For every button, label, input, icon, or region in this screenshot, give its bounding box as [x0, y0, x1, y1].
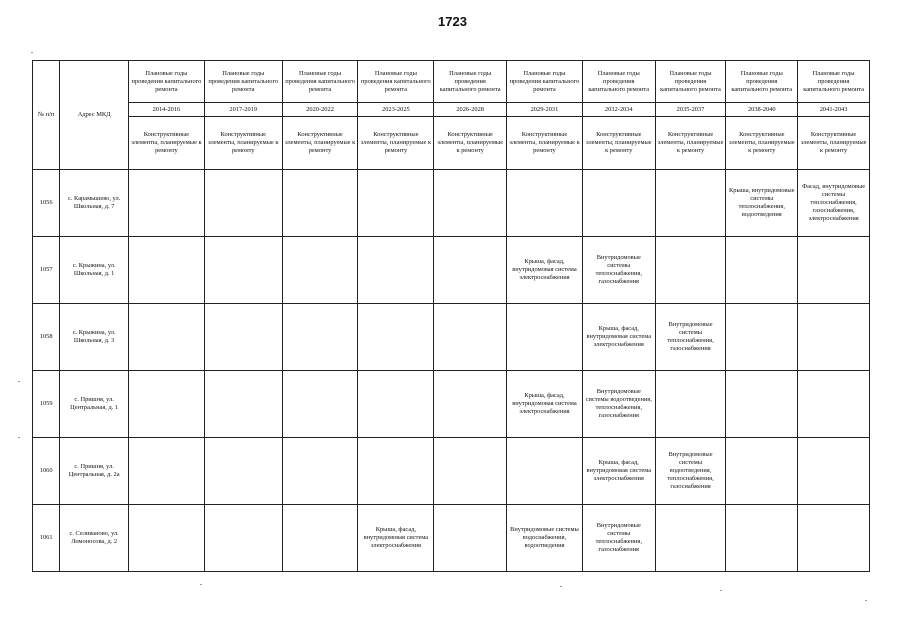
- work-cell: [282, 170, 358, 237]
- work-cell: [655, 170, 726, 237]
- scan-speck: [560, 586, 562, 587]
- period-years-header: 2023-2025: [358, 103, 434, 117]
- work-cell: [507, 438, 583, 505]
- work-cell: [204, 304, 282, 371]
- work-cell: Внутридомовые системы водоотведения, теплоснабжения, газоснабжения: [655, 438, 726, 505]
- period-elements-header: Конструктивные элементы, планируемые к ремонту: [204, 117, 282, 170]
- period-title-header: Плановые годы проведения капитального ремонта: [582, 61, 655, 103]
- address-column-header: Адрес МКД: [60, 61, 129, 170]
- work-cell: [798, 371, 870, 438]
- period-years-header: 2041-2043: [798, 103, 870, 117]
- row-address: с. Пришня, ул. Центральная, д. 1: [60, 371, 129, 438]
- work-cell: [434, 438, 507, 505]
- header-row-elements: [33, 117, 870, 170]
- work-cell: [358, 371, 434, 438]
- work-cell: [798, 438, 870, 505]
- period-years-header: 2032-2034: [582, 103, 655, 117]
- work-cell: [204, 371, 282, 438]
- row-address: с. Крыжина, ул. Школьная, д. 3: [60, 304, 129, 371]
- period-years-header: 2026-2028: [434, 103, 507, 117]
- work-cell: [726, 505, 798, 572]
- period-title-header: Плановые годы проведения капитального ремонта: [129, 61, 205, 103]
- work-cell: [434, 371, 507, 438]
- period-years-header: 2038-2040: [726, 103, 798, 117]
- work-cell: Крыша, фасад, внутридомовая система электроснабжения: [582, 304, 655, 371]
- work-cell: [655, 371, 726, 438]
- work-cell: [726, 371, 798, 438]
- page-number: 1723: [438, 14, 467, 29]
- work-cell: Внутридомовые системы водоотведения, теплоснабжения, газоснабжения: [582, 371, 655, 438]
- row-number: 1058: [33, 304, 60, 371]
- work-cell: Крыша, фасад, внутридомовая система электроснабжения: [358, 505, 434, 572]
- header-row-years: [33, 103, 870, 117]
- work-cell: [129, 170, 205, 237]
- period-years-header: 2029-2031: [507, 103, 583, 117]
- work-cell: [129, 237, 205, 304]
- period-elements-header: Конструктивные элементы, планируемые к ремонту: [434, 117, 507, 170]
- table-row: [33, 170, 870, 237]
- work-cell: Внутридомовые системы теплоснабжения, газоснабжения: [582, 505, 655, 572]
- work-cell: [798, 237, 870, 304]
- work-cell: [282, 237, 358, 304]
- work-cell: [129, 371, 205, 438]
- period-title-header: Плановые годы проведения капитального ремонта: [655, 61, 726, 103]
- period-elements-header: Конструктивные элементы, планируемые к ремонту: [282, 117, 358, 170]
- work-cell: [282, 438, 358, 505]
- row-number: 1061: [33, 505, 60, 572]
- work-cell: [204, 237, 282, 304]
- period-years-header: 2035-2037: [655, 103, 726, 117]
- work-cell: [358, 237, 434, 304]
- work-cell: [204, 170, 282, 237]
- period-elements-header: Конструктивные элементы, планируемые к ремонту: [582, 117, 655, 170]
- capital-repair-table: [32, 60, 870, 572]
- period-title-header: Плановые годы проведения капитального ремонта: [507, 61, 583, 103]
- work-cell: [358, 304, 434, 371]
- work-cell: [726, 304, 798, 371]
- table-row: [33, 438, 870, 505]
- scan-speck: [200, 584, 202, 585]
- row-address: с. Карамышево, ул. Школьная, д. 7: [60, 170, 129, 237]
- work-cell: [129, 438, 205, 505]
- work-cell: [507, 304, 583, 371]
- work-cell: Внутридомовые системы теплоснабжения, газоснабжения: [655, 304, 726, 371]
- table-row: [33, 505, 870, 572]
- scan-speck: [18, 437, 20, 438]
- work-cell: [358, 170, 434, 237]
- row-address: с. Крыжина, ул. Школьная, д. 1: [60, 237, 129, 304]
- work-cell: Внутридомовые системы водоснабжения, водоотведения: [507, 505, 583, 572]
- work-cell: [129, 505, 205, 572]
- work-cell: [726, 237, 798, 304]
- row-number: 1057: [33, 237, 60, 304]
- period-elements-header: Конструктивные элементы, планируемые к ремонту: [507, 117, 583, 170]
- work-cell: Внутридомовые системы теплоснабжения, газоснабжения: [582, 237, 655, 304]
- period-elements-header: Конструктивные элементы, планируемые к ремонту: [358, 117, 434, 170]
- table-header: [33, 61, 870, 170]
- scan-speck: [18, 381, 20, 382]
- row-number: 1059: [33, 371, 60, 438]
- work-cell: [282, 371, 358, 438]
- row-number: 1056: [33, 170, 60, 237]
- period-title-header: Плановые годы проведения капитального ремонта: [726, 61, 798, 103]
- period-years-header: 2020-2022: [282, 103, 358, 117]
- table-row: [33, 371, 870, 438]
- scan-speck: [31, 52, 33, 53]
- work-cell: [358, 438, 434, 505]
- work-cell: Крыша, фасад, внутридомовая система электроснабжения: [507, 371, 583, 438]
- work-cell: [434, 304, 507, 371]
- work-cell: [726, 438, 798, 505]
- row-number: 1060: [33, 438, 60, 505]
- work-cell: [655, 237, 726, 304]
- work-cell: [434, 170, 507, 237]
- period-elements-header: Конструктивные элементы, планируемые к ремонту: [129, 117, 205, 170]
- work-cell: [434, 505, 507, 572]
- scan-speck: [865, 600, 867, 601]
- work-cell: [204, 505, 282, 572]
- table-row: [33, 237, 870, 304]
- period-years-header: 2017-2019: [204, 103, 282, 117]
- header-row-periods: [33, 61, 870, 103]
- work-cell: [282, 304, 358, 371]
- period-title-header: Плановые годы проведения капитального ремонта: [204, 61, 282, 103]
- work-cell: Крыша, внутридомовые системы теплоснабжения, водоотведения: [726, 170, 798, 237]
- row-address: с. Пришня, ул. Центральная, д. 2а: [60, 438, 129, 505]
- work-cell: [507, 170, 583, 237]
- period-years-header: 2014-2016: [129, 103, 205, 117]
- work-cell: [282, 505, 358, 572]
- period-title-header: Плановые годы проведения капитального ремонта: [358, 61, 434, 103]
- work-cell: [129, 304, 205, 371]
- period-title-header: Плановые годы проведения капитального ремонта: [282, 61, 358, 103]
- period-elements-header: Конструктивные элементы, планируемые к ремонту: [655, 117, 726, 170]
- work-cell: [204, 438, 282, 505]
- work-cell: [798, 505, 870, 572]
- period-title-header: Плановые годы проведения капитального ремонта: [434, 61, 507, 103]
- period-elements-header: Конструктивные элементы, планируемые к ремонту: [726, 117, 798, 170]
- table-body: [33, 170, 870, 572]
- no-column-header: № п/п: [33, 61, 60, 170]
- work-cell: [582, 170, 655, 237]
- scan-speck: [720, 590, 722, 591]
- table-row: [33, 304, 870, 371]
- period-elements-header: Конструктивные элементы, планируемые к ремонту: [798, 117, 870, 170]
- work-cell: [798, 304, 870, 371]
- period-title-header: Плановые годы проведения капитального ремонта: [798, 61, 870, 103]
- work-cell: Крыша, фасад, внутридомовая система электроснабжения: [507, 237, 583, 304]
- row-address: с. Селиваново, ул. Ломоносова, д. 2: [60, 505, 129, 572]
- work-cell: [434, 237, 507, 304]
- work-cell: Крыша, фасад, внутридомовая система электроснабжения: [582, 438, 655, 505]
- work-cell: [655, 505, 726, 572]
- work-cell: Фасад, внутридомовые системы теплоснабжения, газоснабжения, электроснабжения: [798, 170, 870, 237]
